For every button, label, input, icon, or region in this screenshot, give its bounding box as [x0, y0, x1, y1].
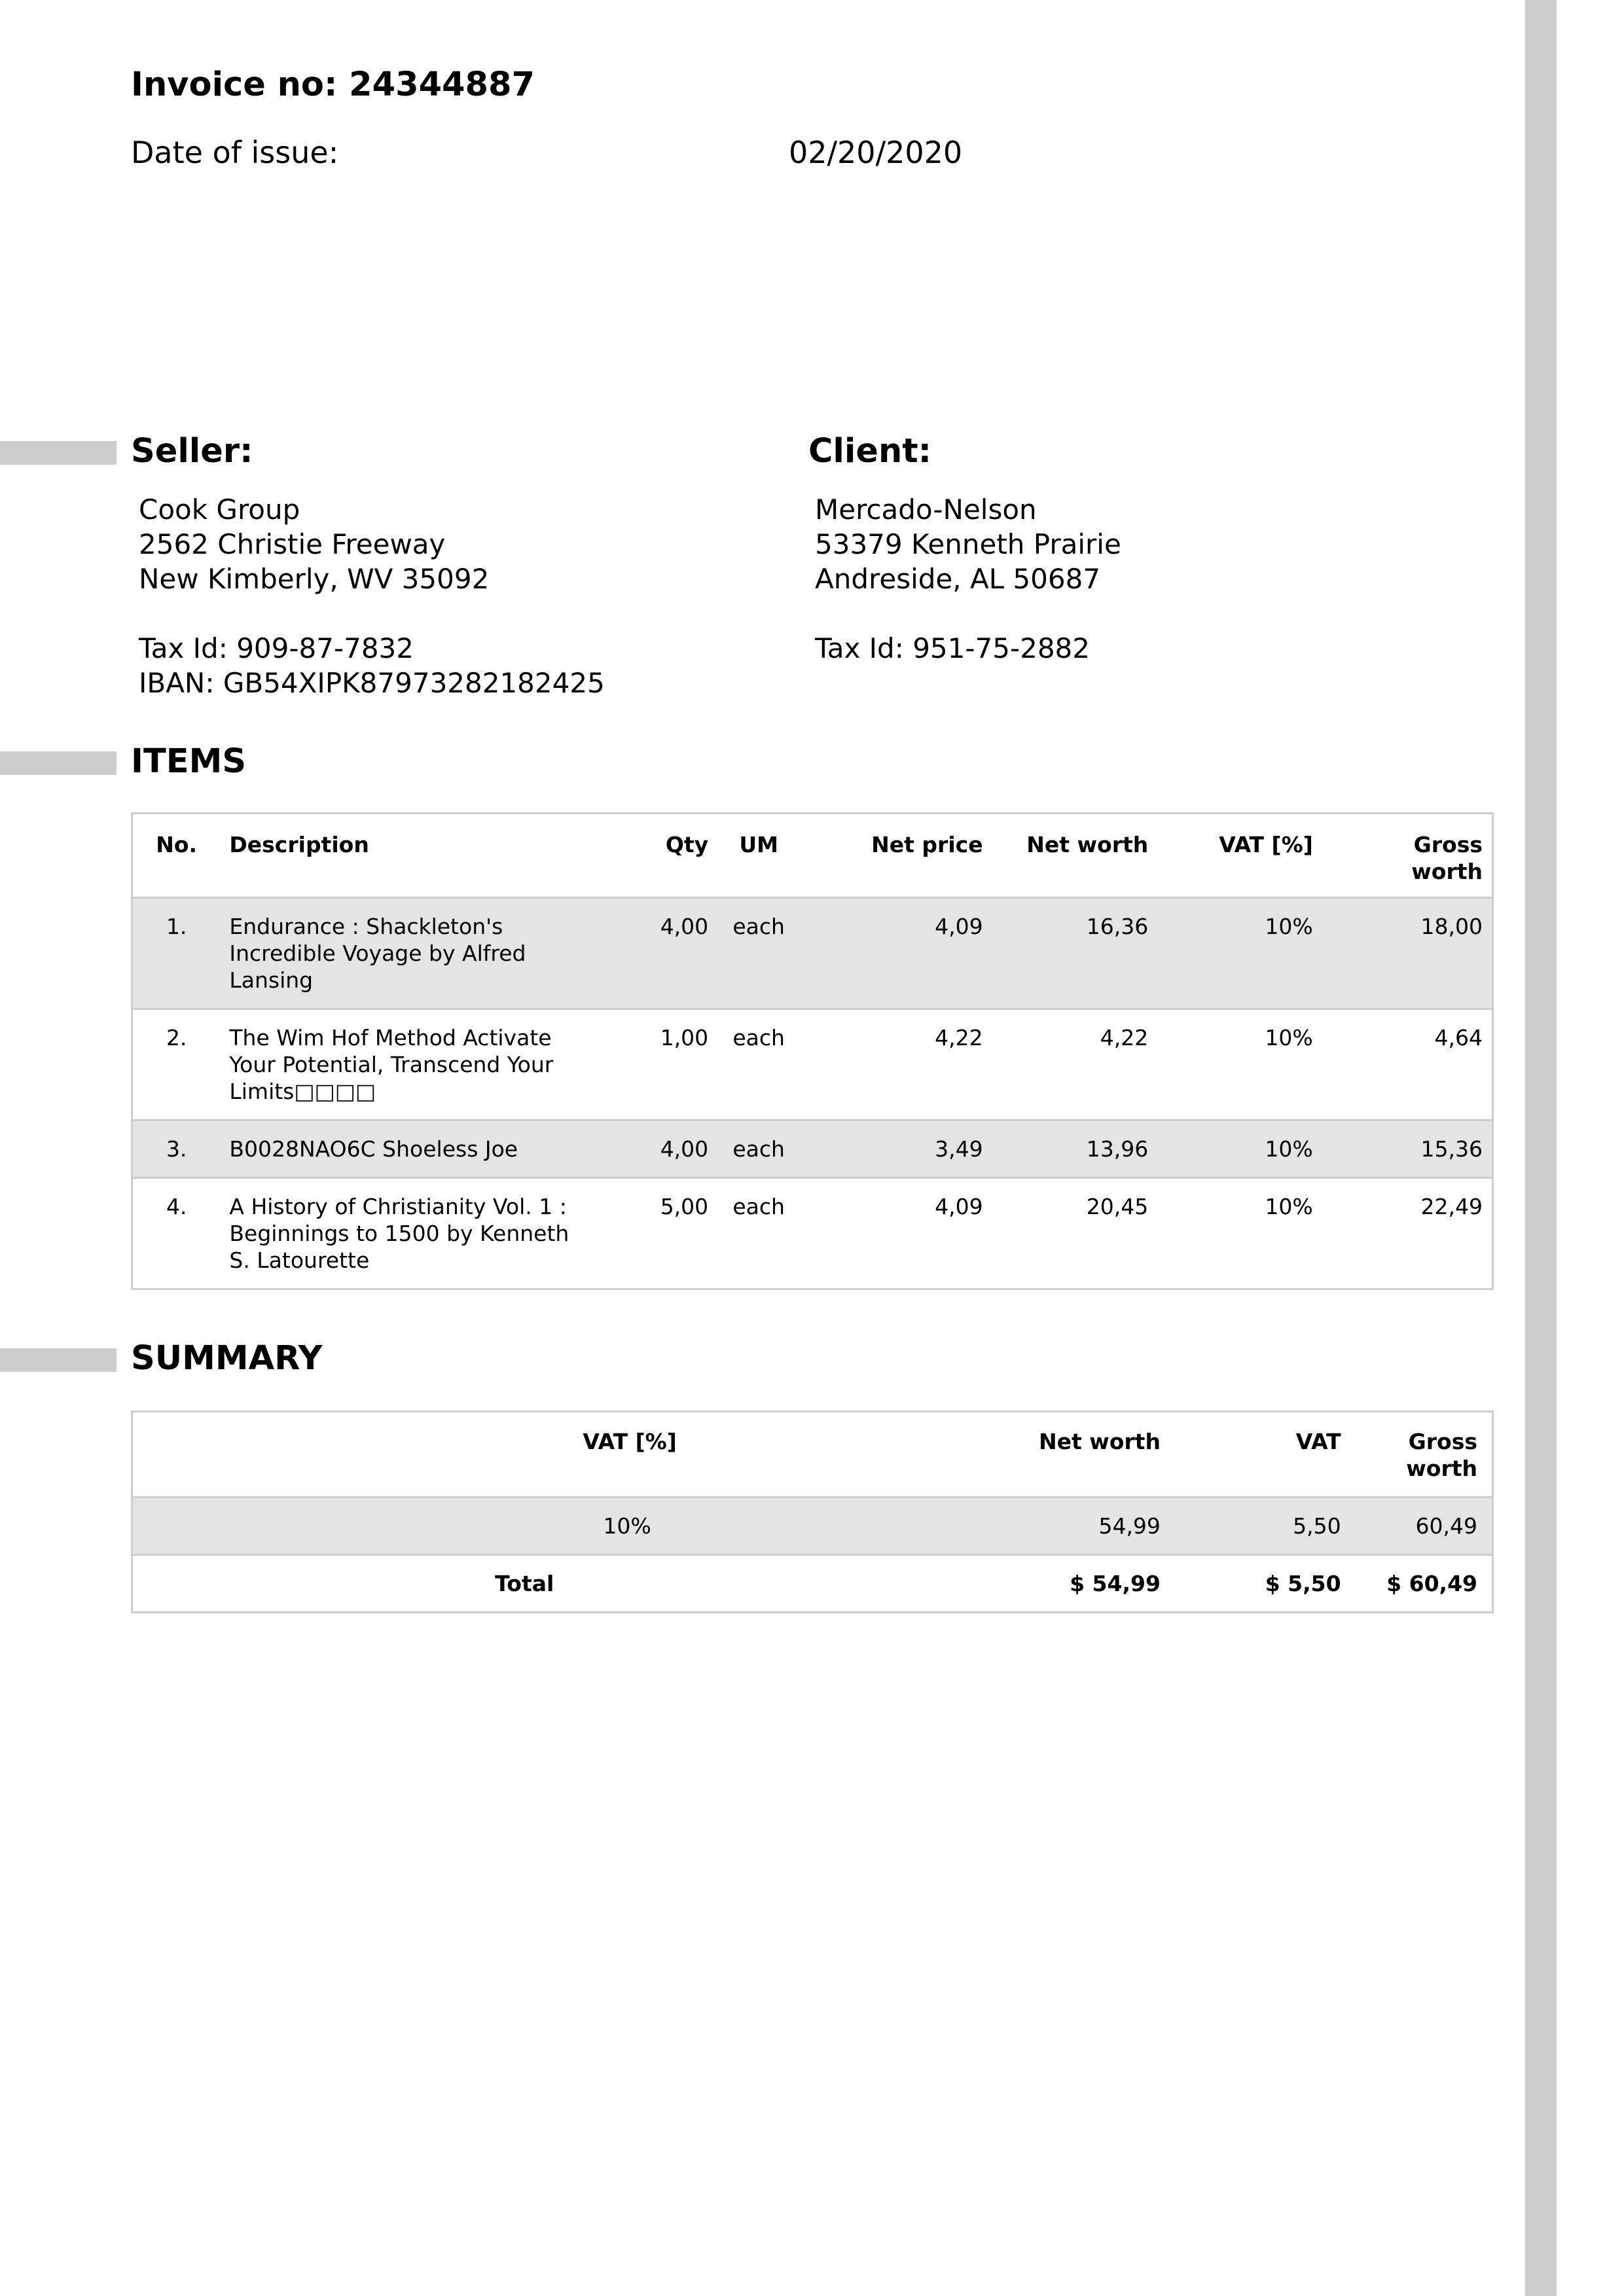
col-no: No.	[132, 814, 221, 898]
item-qty: 4,00	[628, 1121, 717, 1178]
summary-total-net-worth: $ 54,99	[871, 1555, 1175, 1613]
table-row	[132, 1178, 1493, 1289]
client-name: Mercado-Nelson	[815, 493, 1037, 526]
col-vat: VAT [%]	[1157, 814, 1322, 898]
item-um: each	[717, 1121, 800, 1178]
invoice-title: Invoice no: 24344887	[131, 65, 535, 104]
summary-total-vat: $ 5,50	[1175, 1555, 1356, 1613]
item-description: Endurance : Shackleton's Incredible Voyage by Alfred Lansing	[220, 898, 628, 1009]
item-net-worth: 4,22	[992, 1009, 1158, 1121]
item-qty: 5,00	[628, 1178, 717, 1289]
item-description: B0028NAO6C Shoeless Joe	[220, 1121, 628, 1178]
client-city: Andreside, AL 50687	[815, 563, 1101, 595]
seller-tax-id: Tax Id: 909-87-7832	[139, 632, 414, 664]
date-of-issue-value: 02/20/2020	[789, 135, 963, 170]
client-details	[815, 492, 1121, 666]
col-net-worth: Net worth	[992, 814, 1158, 898]
summary-row	[132, 1498, 1493, 1555]
items-header-row	[132, 814, 1493, 898]
summary-table	[131, 1410, 1494, 1613]
item-no: 4.	[132, 1178, 221, 1289]
item-um: each	[717, 1178, 800, 1289]
table-row	[132, 1121, 1493, 1178]
client-street: 53379 Kenneth Prairie	[815, 528, 1121, 560]
table-row	[132, 1009, 1493, 1121]
table-row	[132, 898, 1493, 1009]
col-gross-worth: Gross worth	[1322, 814, 1493, 898]
client-heading: Client:	[808, 432, 932, 471]
item-net-price: 3,49	[800, 1121, 992, 1178]
seller-name: Cook Group	[139, 493, 300, 526]
items-heading: ITEMS	[131, 742, 247, 781]
col-net-price: Net price	[800, 814, 992, 898]
seller-iban: IBAN: GB54XIPK87973282182425	[139, 667, 605, 699]
items-section-bar	[0, 751, 117, 775]
seller-city: New Kimberly, WV 35092	[139, 563, 490, 595]
item-no: 2.	[132, 1009, 221, 1121]
item-gross-worth: 15,36	[1322, 1121, 1493, 1178]
col-qty: Qty	[628, 814, 717, 898]
item-vat: 10%	[1157, 1009, 1322, 1121]
item-no: 3.	[132, 1121, 221, 1178]
seller-heading: Seller:	[131, 432, 253, 471]
items-table	[131, 812, 1494, 1290]
col-description: Description	[220, 814, 628, 898]
item-net-price: 4,22	[800, 1009, 992, 1121]
item-vat: 10%	[1157, 1121, 1322, 1178]
item-no: 1.	[132, 898, 221, 1009]
summary-col-gross-worth: Gross worth	[1406, 1429, 1477, 1481]
item-description: A History of Christianity Vol. 1 : Beginnings to 1500 by Kenneth S. Latourette	[220, 1178, 628, 1289]
summary-total-gross-worth: $ 60,49	[1356, 1555, 1493, 1613]
summary-heading: SUMMARY	[131, 1339, 323, 1378]
summary-total-label: Total	[132, 1555, 569, 1613]
summary-empty-cell	[568, 1555, 871, 1613]
seller-section-bar	[0, 441, 117, 465]
summary-col-net-worth: Net worth	[1038, 1429, 1161, 1454]
summary-empty-cell	[132, 1498, 569, 1555]
summary-section-bar	[0, 1348, 117, 1372]
summary-col-vat: VAT	[1295, 1429, 1341, 1454]
summary-col-vat-rate: VAT [%]	[583, 1429, 677, 1454]
item-net-worth: 13,96	[992, 1121, 1158, 1178]
item-gross-worth: 22,49	[1322, 1178, 1493, 1289]
seller-details	[139, 492, 605, 700]
item-qty: 1,00	[628, 1009, 717, 1121]
summary-net-worth: 54,99	[871, 1498, 1175, 1555]
item-um: each	[717, 898, 800, 1009]
summary-vat-rate: 10%	[568, 1498, 871, 1555]
summary-gross-worth: 60,49	[1356, 1498, 1493, 1555]
item-description: The Wim Hof Method Activate Your Potential, Transcend Your Limits□□□□	[220, 1009, 628, 1121]
item-net-worth: 16,36	[992, 898, 1158, 1009]
col-um: UM	[717, 814, 800, 898]
item-gross-worth: 4,64	[1322, 1009, 1493, 1121]
item-um: each	[717, 1009, 800, 1121]
item-gross-worth: 18,00	[1322, 898, 1493, 1009]
item-vat: 10%	[1157, 898, 1322, 1009]
item-net-worth: 20,45	[992, 1178, 1158, 1289]
summary-empty-cell	[132, 1412, 569, 1498]
right-margin-bar	[1525, 0, 1557, 2296]
summary-header-row	[132, 1412, 1493, 1498]
summary-total-row	[132, 1555, 1493, 1613]
item-qty: 4,00	[628, 898, 717, 1009]
date-of-issue-label: Date of issue:	[131, 135, 339, 170]
item-vat: 10%	[1157, 1178, 1322, 1289]
seller-street: 2562 Christie Freeway	[139, 528, 446, 560]
item-net-price: 4,09	[800, 898, 992, 1009]
item-net-price: 4,09	[800, 1178, 992, 1289]
summary-vat: 5,50	[1175, 1498, 1356, 1555]
client-tax-id: Tax Id: 951-75-2882	[815, 632, 1090, 664]
